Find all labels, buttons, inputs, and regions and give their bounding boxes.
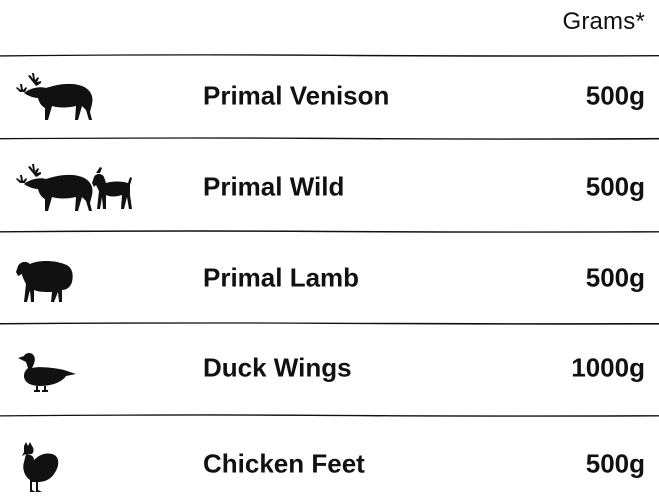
product-name: Primal Lamb [203,262,360,293]
deer-icon [14,72,96,122]
product-name: Duck Wings [203,352,352,383]
table-row [0,434,659,494]
table-row [0,66,659,126]
table-row [0,338,659,398]
product-amount: 500g [585,171,645,202]
deer-icon [14,163,96,213]
product-amount: 500g [585,80,645,111]
divider-rule [0,52,659,58]
product-amount: 1000g [571,352,645,383]
chicken-icon [14,440,64,490]
product-name: Primal Wild [203,171,345,202]
product-amount: 500g [585,262,645,293]
grams-column-header: Grams* [562,8,645,35]
goat-icon [90,163,134,213]
divider-rule [0,135,659,141]
divider-rule [0,228,659,234]
divider-rule [0,412,659,418]
duck-icon [14,344,78,394]
sheep-icon [14,254,76,304]
product-name: Chicken Feet [203,448,365,479]
divider-rule [0,320,659,326]
table-row [0,248,659,308]
table-row [0,157,659,217]
product-amount: 500g [585,448,645,479]
product-name: Primal Venison [203,80,390,111]
